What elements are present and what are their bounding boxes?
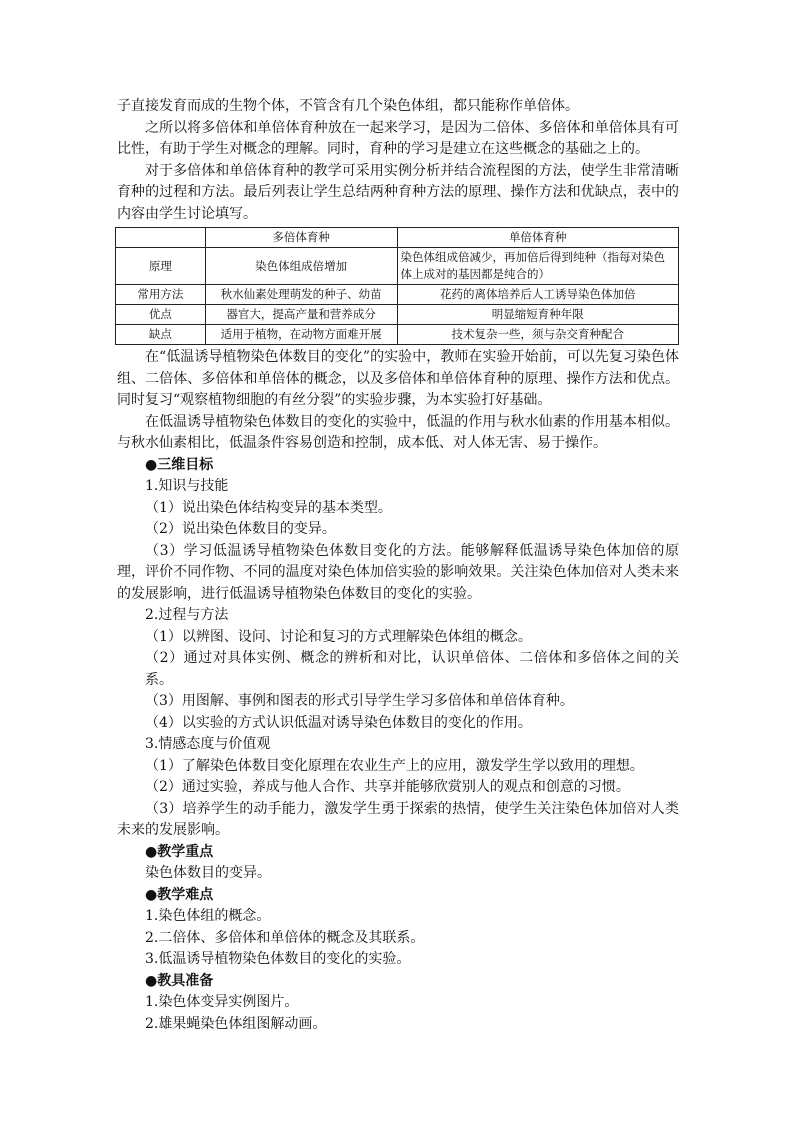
list-item: （2）通过实验，养成与他人合作、共享并能够欣赏别人的观点和创意的习惯。 (145, 779, 630, 795)
list-item: （3）学习低温诱导植物染色体数目变化的方法。能够解释低温诱导染色体加倍的原理，评价不同作物、不同的温度对染色体加倍实验的影响效果。关注染色体加倍对人类未来的发展影响，进行低温诱导植物染色体数目的变化的实验。 (117, 542, 679, 602)
table-cell: 花药的离体培养后人工诱导染色体加倍 (397, 285, 679, 305)
paragraph: 在低温诱导植物染色体数目的变化的实验中，低温的作用与秋水仙素的作用基本相似。与秋水仙素相比，低温条件容易创造和控制，成本低、对人体无害、易于操作。 (117, 413, 679, 451)
list-item: 2.二倍体、多倍体和单倍体的概念及其联系。 (145, 929, 425, 946)
subsection-title: 3.情感态度与价值观 (145, 736, 271, 752)
section-heading-tools: ●教具准备 (145, 972, 214, 989)
list-item: （1）以辨图、设问、讨论和复习的方式理解染色体组的概念。 (145, 628, 532, 645)
paragraph: 在“低温诱导植物染色体数目的变化”的实验中，教师在实验开始前，可以先复习染色体组、二倍体、多倍体和单倍体的概念，以及多倍体和单倍体育种的原理、操作方法和优点。同时复习“观察植物细胞的有丝分裂”的实验步骤，为本实验打好基础。 (117, 349, 679, 408)
comparison-table (115, 227, 679, 345)
table-cell: 适用于植物，在动物方面难开展 (205, 325, 397, 345)
table-cell: 器官大，提高产量和营养成分 (205, 305, 397, 325)
table-cell: 染色体组成倍减少，再加倍后得到纯种（指每对染色体上成对的基因都是纯合的） (397, 248, 679, 285)
table-cell: 缺点 (116, 325, 206, 345)
list-item: （1）了解染色体数目变化原理在农业生产上的应用，激发学生学以致用的理想。 (145, 757, 644, 774)
table-header-cell: 单倍体育种 (397, 228, 679, 248)
list-item: 3.低温诱导植物染色体数目的变化的实验。 (145, 951, 411, 967)
paragraph: 子直接发育而成的生物个体，不管含有几个染色体组，都只能称作单倍体。 (117, 98, 579, 114)
table-header-cell (116, 228, 206, 248)
section-heading-focus: ●教学重点 (145, 843, 214, 860)
paragraph: 之所以将多倍体和单倍体育种放在一起来学习，是因为二倍体、多倍体和单倍体具有可比性，有助于学生对概念的理解。同时，育种的学习是建立在这些概念的基础之上的。 (117, 119, 679, 157)
table-cell: 技术复杂一些，须与杂交育种配合 (397, 325, 679, 345)
list-item: （3）用图解、事例和图表的形式引导学生学习多倍体和单倍体育种。 (145, 693, 574, 709)
list-item: （3）培养学生的动手能力，激发学生勇于探索的热情，使学生关注染色体加倍对人类未来的发展影响。 (117, 800, 679, 838)
list-item: （1）说出染色体结构变异的基本类型。 (145, 499, 392, 516)
focus-text: 染色体数目的变异。 (145, 865, 271, 881)
table-cell: 常用方法 (116, 285, 206, 305)
subsection-title: 1.知识与技能 (145, 478, 229, 494)
table-cell: 秋水仙素处理萌发的种子、幼苗 (205, 285, 397, 305)
document-page (117, 96, 679, 1035)
table-row (116, 285, 679, 305)
table-cell: 明显缩短育种年限 (397, 305, 679, 325)
section-heading-difficulty: ●教学难点 (145, 886, 214, 903)
section-heading-goals: ●三维目标 (145, 456, 214, 473)
table-row (116, 305, 679, 325)
list-item: 1.染色体组的概念。 (145, 908, 271, 924)
list-item: （2）说出染色体数目的变异。 (145, 521, 336, 537)
table-cell: 原理 (116, 248, 206, 285)
table-cell: 优点 (116, 305, 206, 325)
list-item: （4）以实验的方式认识低温对诱导染色体数目的变化的作用。 (145, 714, 532, 731)
table-row (116, 325, 679, 345)
list-item: 2.雄果蝇染色体组图解动画。 (145, 1015, 327, 1032)
table-cell: 染色体组成倍增加 (205, 248, 397, 285)
list-item: 1.染色体变异实例图片。 (145, 994, 299, 1010)
paragraph: 对于多倍体和单倍体育种的教学可采用实例分析并结合流程图的方法，使学生非常清晰育种的过程和方法。最后列表让学生总结两种育种方法的原理、操作方法和优缺点，表中的内容由学生讨论填写。 (117, 162, 679, 222)
list-item: （2）通过对具体实例、概念的辨析和对比，认识单倍体、二倍体和多倍体之间的关系。 (145, 650, 679, 688)
subsection-title: 2.过程与方法 (145, 607, 229, 623)
table-header-cell: 多倍体育种 (205, 228, 397, 248)
table-header-row (116, 228, 679, 248)
table-row (116, 248, 679, 285)
